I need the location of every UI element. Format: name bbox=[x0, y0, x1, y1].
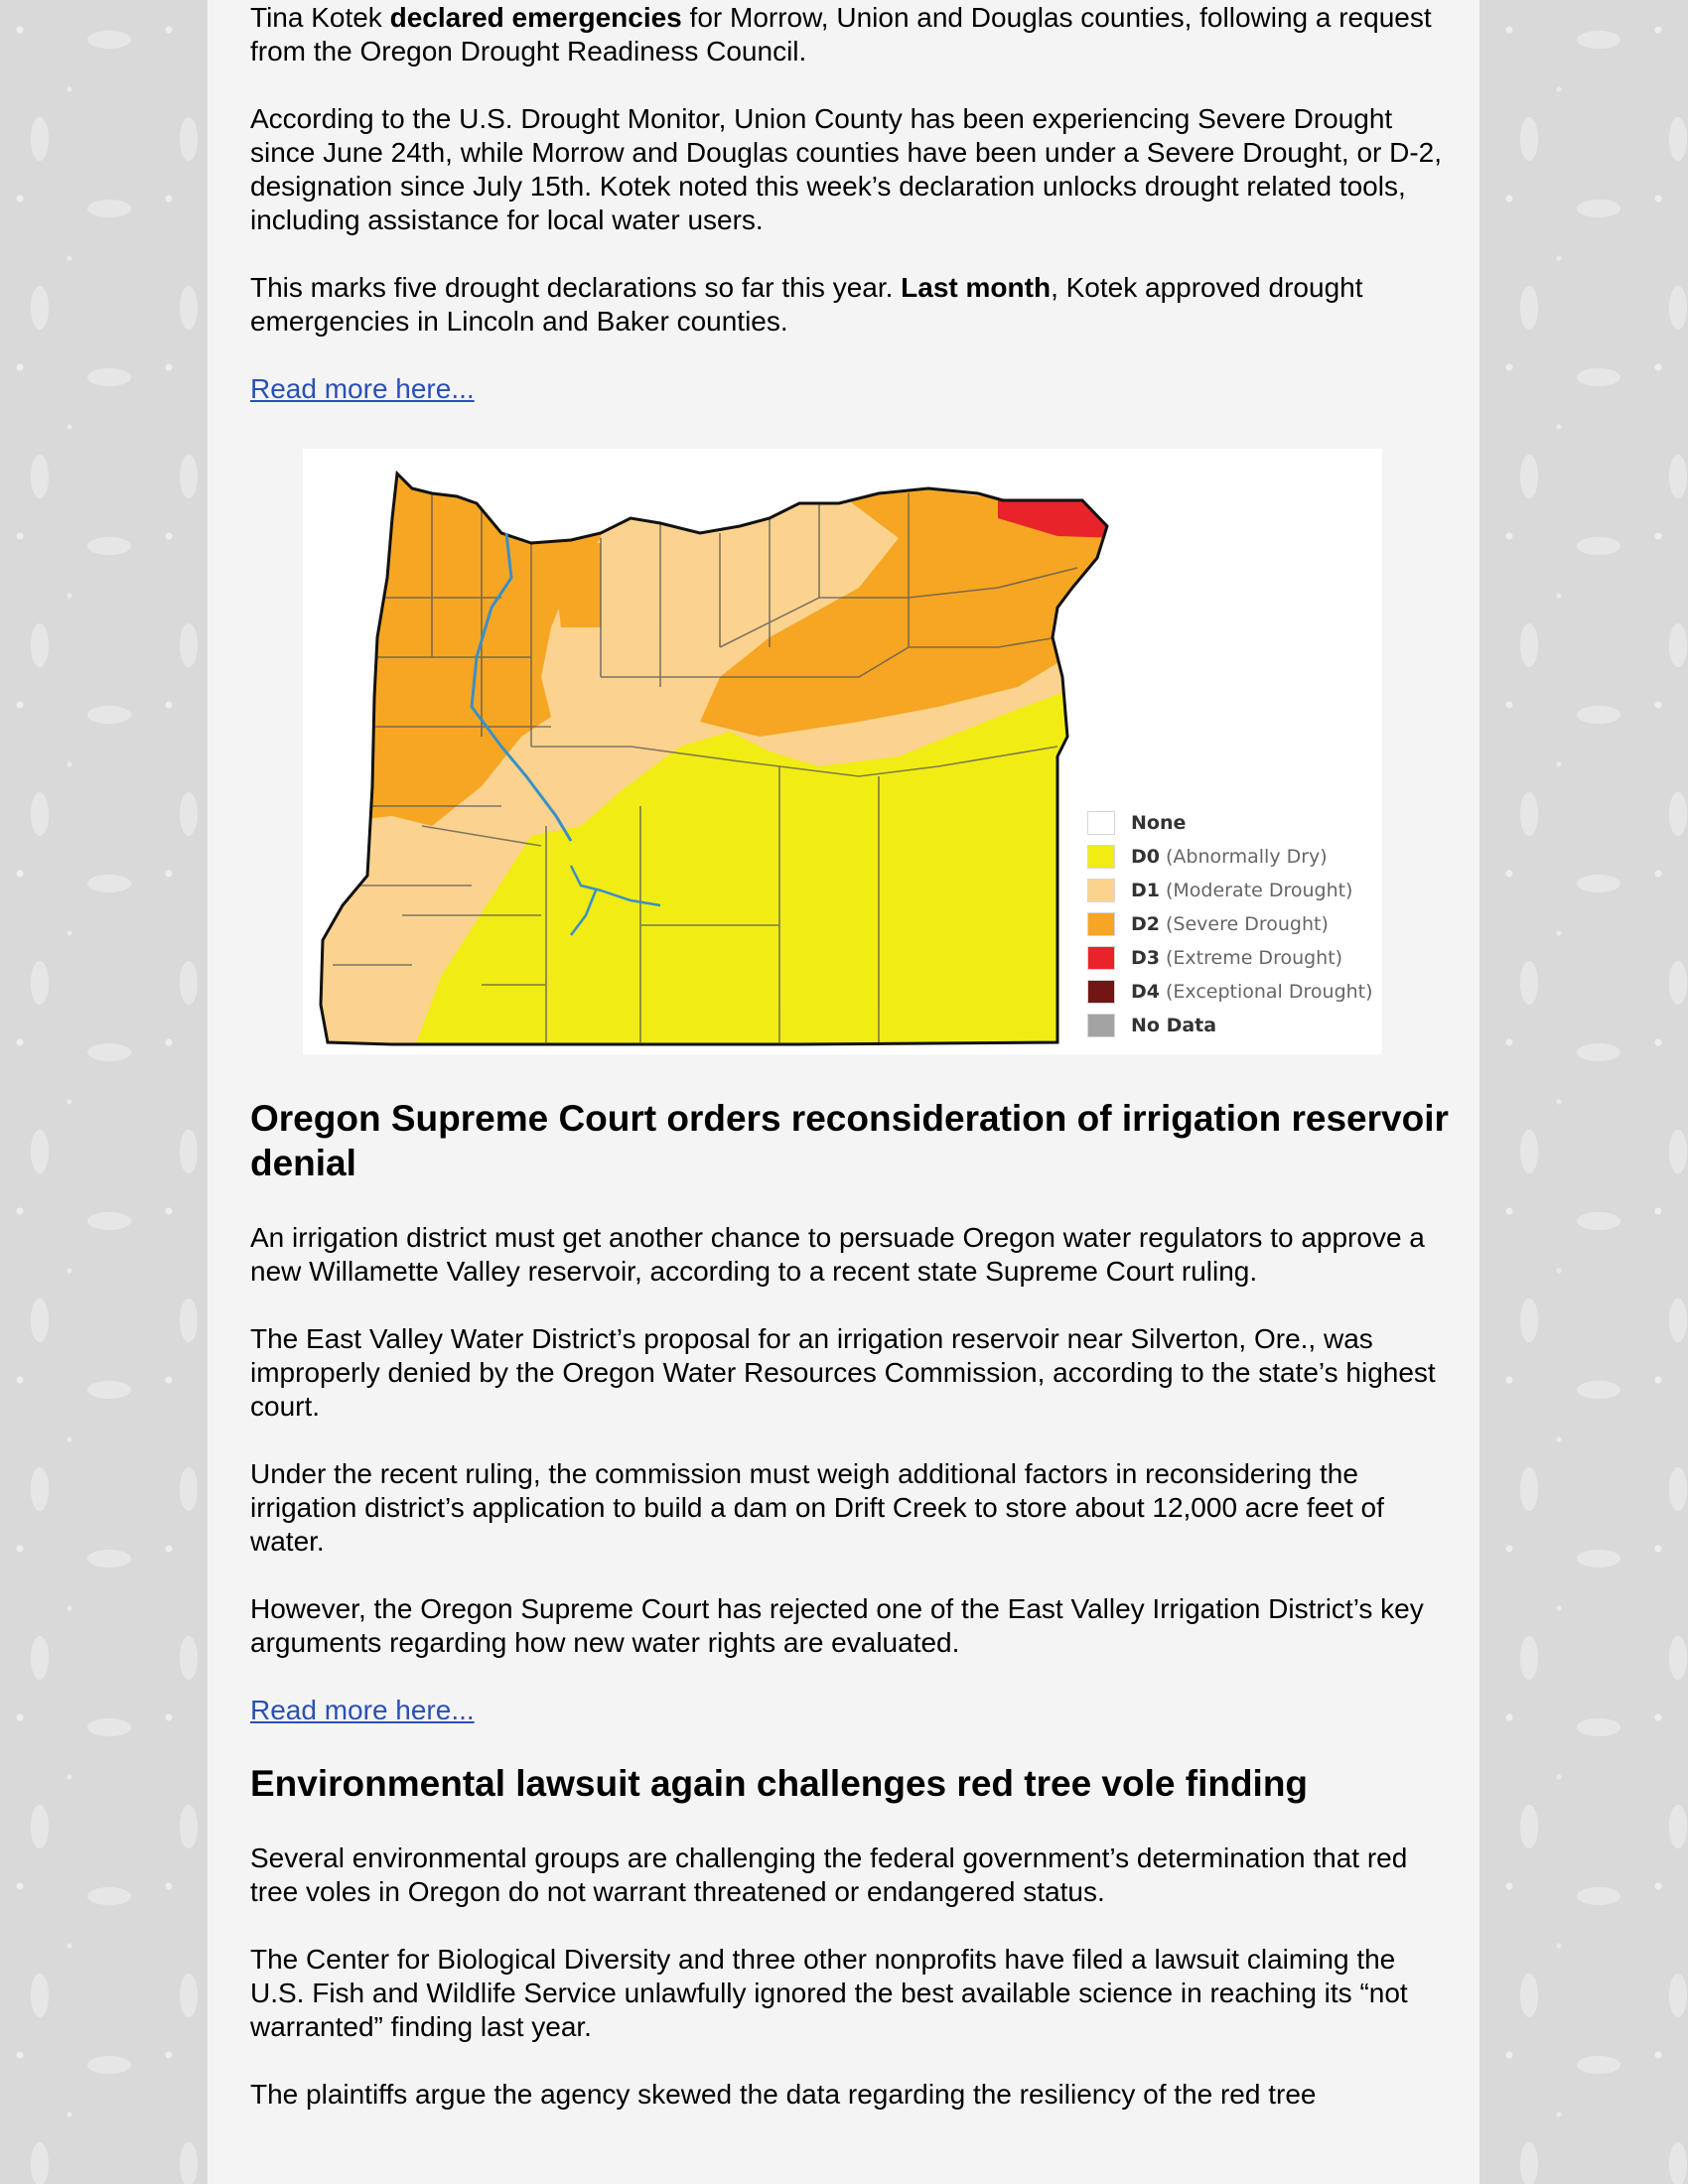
paragraph: The plaintiffs argue the agency skewed the data regarding the resiliency of the red tree bbox=[250, 2079, 1317, 2110]
legend-code: D1 bbox=[1131, 880, 1160, 901]
legend-swatch bbox=[1087, 946, 1115, 970]
legend-item-none bbox=[1087, 806, 1375, 840]
legend-swatch bbox=[1087, 845, 1115, 869]
article-title: Oregon Supreme Court orders reconsideration of irrigation reservoir denial bbox=[250, 1098, 1449, 1183]
paragraph: An irrigation district must get another chance to persuade Oregon water regulators to approve a new Willamette Valley reservoir, according to a recent state Supreme Court ruling. bbox=[250, 1222, 1425, 1287]
text-span: for Morrow, Union and Douglas counties, following a request from the Oregon Drought Readiness Council. bbox=[250, 2, 1432, 67]
paragraph bbox=[250, 271, 1454, 339]
legend-label: (Severe Drought) bbox=[1166, 913, 1329, 935]
legend-label: (Moderate Drought) bbox=[1166, 880, 1353, 901]
read-more-link[interactable]: Read more here... bbox=[250, 1695, 475, 1725]
text-span: , Kotek approved drought emergencies in Lincoln and Baker counties. bbox=[250, 272, 1363, 337]
legend-code: No Data bbox=[1131, 1015, 1217, 1036]
text-span: This marks five drought declarations so far this year. bbox=[250, 272, 894, 303]
map-legend bbox=[1087, 806, 1375, 1042]
legend-item-d0 bbox=[1087, 840, 1375, 874]
legend-code: D3 bbox=[1131, 947, 1160, 969]
legend-code: D2 bbox=[1131, 913, 1160, 935]
legend-item-no-data bbox=[1087, 1009, 1375, 1042]
lower-articles bbox=[250, 1096, 1454, 2145]
legend-item-d3 bbox=[1087, 941, 1375, 975]
legend-swatch bbox=[1087, 980, 1115, 1004]
legend-swatch bbox=[1087, 912, 1115, 936]
read-more-link[interactable]: Read more here... bbox=[250, 373, 475, 404]
paragraph: The East Valley Water District’s proposal for an irrigation reservoir near Silverton, Ore., was improperly denied by the Oregon Water Resources Commission, according to the state’s highest court. bbox=[250, 1323, 1436, 1422]
legend-code: D4 bbox=[1131, 981, 1160, 1003]
bold-text: Last month bbox=[901, 272, 1052, 303]
legend-swatch bbox=[1087, 879, 1115, 902]
paragraph: According to the U.S. Drought Monitor, Union County has been experiencing Severe Drought since June 24th, while Morrow and Douglas counties have been under a Severe Drought, or D-2, designation since July 15th. Kotek noted this week’s declaration unlocks drought related tools, including assistance for local water users. bbox=[250, 103, 1443, 235]
legend-swatch bbox=[1087, 811, 1115, 835]
bold-text: declared emergencies bbox=[389, 2, 682, 33]
legend-code: None bbox=[1131, 812, 1187, 834]
legend-label: (Abnormally Dry) bbox=[1166, 846, 1328, 868]
legend-code: D0 bbox=[1131, 846, 1160, 868]
text-span: Tina Kotek bbox=[250, 2, 382, 33]
drought-map bbox=[303, 449, 1382, 1054]
paragraph: Under the recent ruling, the commission must weigh additional factors in reconsidering the irrigation district’s application to build a dam on Drift Creek to store about 12,000 acre feet of water. bbox=[250, 1458, 1384, 1557]
legend-item-d4 bbox=[1087, 975, 1375, 1009]
legend-label: (Extreme Drought) bbox=[1166, 947, 1343, 969]
legend-item-d2 bbox=[1087, 907, 1375, 941]
legend-label: (Exceptional Drought) bbox=[1166, 981, 1373, 1003]
legend-swatch bbox=[1087, 1014, 1115, 1037]
paragraph: Several environmental groups are challenging the federal government’s determination that red tree voles in Oregon do not warrant threatened or endangered status. bbox=[250, 1843, 1408, 1907]
paragraph bbox=[250, 1, 1454, 68]
paragraph: The Center for Biological Diversity and three other nonprofits have filed a lawsuit claiming the U.S. Fish and Wildlife Service unlawfully ignored the best available science in reaching its “not warranted” finding last year. bbox=[250, 1944, 1408, 2042]
paragraph: However, the Oregon Supreme Court has rejected one of the East Valley Irrigation District’s key arguments regarding how new water rights are evaluated. bbox=[250, 1593, 1424, 1658]
article-drought-declaration bbox=[250, 0, 1454, 440]
legend-item-d1 bbox=[1087, 874, 1375, 907]
article-title: Environmental lawsuit again challenges red tree vole finding bbox=[250, 1763, 1309, 1804]
